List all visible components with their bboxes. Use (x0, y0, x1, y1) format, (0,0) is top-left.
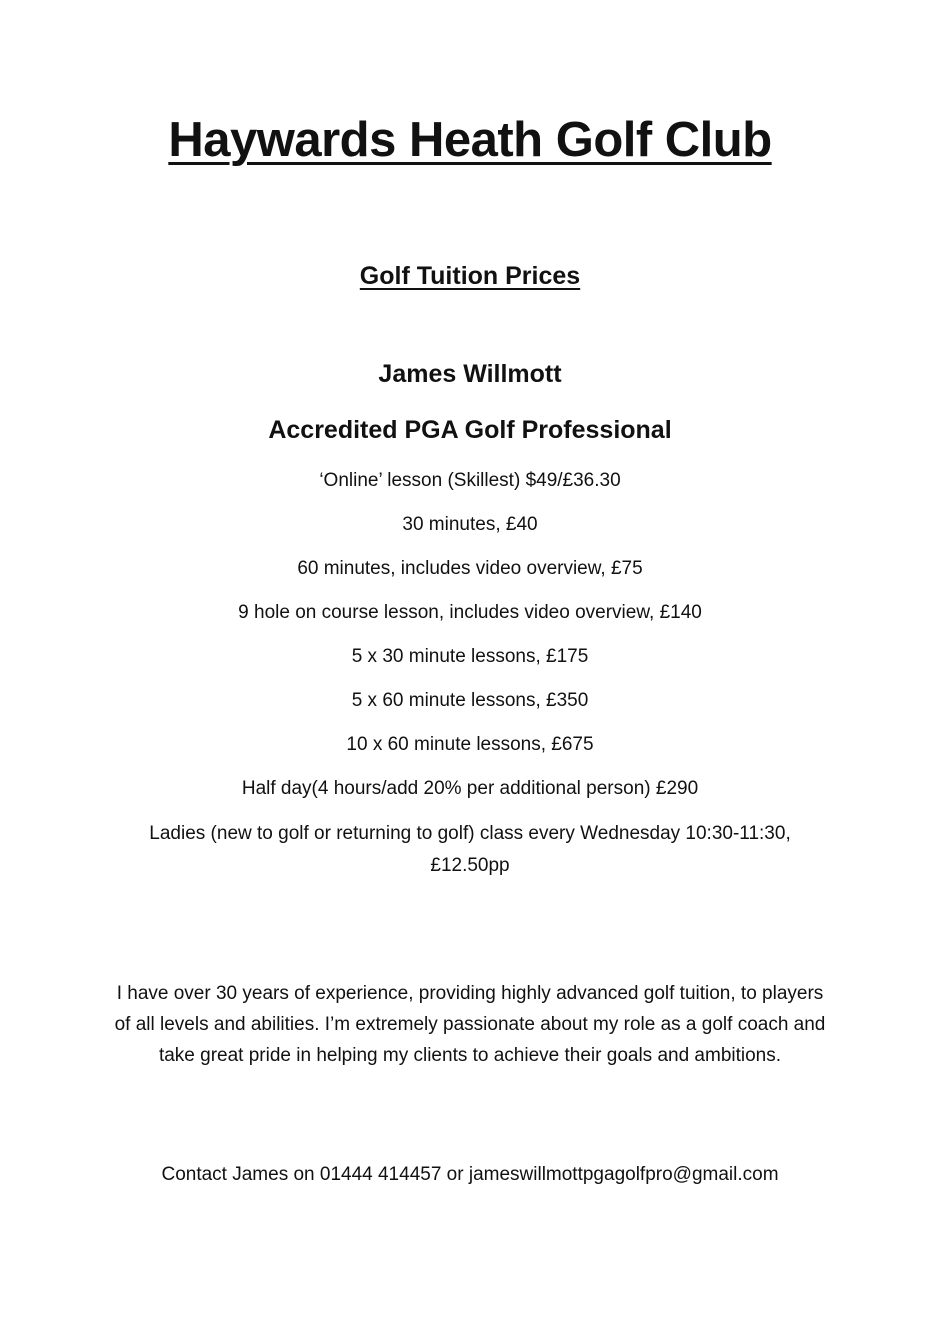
price-item-5x60: 5 x 60 minute lessons, £350 (351, 690, 589, 711)
club-title-text: Haywards Heath Golf Club (168, 113, 772, 167)
price-item-9-hole: 9 hole on course lesson, includes video overview, £140 (238, 602, 702, 623)
price-item-ladies-class: Ladies (new to golf or returning to golf) class every Wednesday 10:30-11:30, £12.50pp (149, 823, 791, 876)
contact-line: Contact James on 01444 414457 or jameswillmottpgagolfpro@gmail.com (161, 1164, 779, 1185)
price-item-5x30: 5 x 30 minute lessons, £175 (351, 646, 589, 667)
price-list (0, 466, 940, 882)
coach-role: Accredited PGA Golf Professional (268, 416, 672, 444)
price-item-60-min: 60 minutes, includes video overview, £75 (297, 558, 643, 579)
coach-bio: I have over 30 years of experience, providing highly advanced golf tuition, to players of all levels and abilities. I’m extremely passionate about my role as a golf coach and take great pride in helping my clients to achieve their goals and ambitions. (114, 983, 826, 1066)
club-title (0, 112, 940, 168)
tuition-prices-heading-text: Golf Tuition Prices (359, 262, 581, 290)
price-item-online: ‘Online’ lesson (Skillest) $49/£36.30 (319, 470, 621, 491)
coach-name: James Willmott (378, 360, 562, 388)
price-item-30-min: 30 minutes, £40 (402, 514, 538, 535)
price-item-10x60: 10 x 60 minute lessons, £675 (346, 734, 594, 755)
price-item-half-day: Half day(4 hours/add 20% per additional person) £290 (241, 778, 699, 799)
tuition-prices-heading (0, 262, 940, 291)
